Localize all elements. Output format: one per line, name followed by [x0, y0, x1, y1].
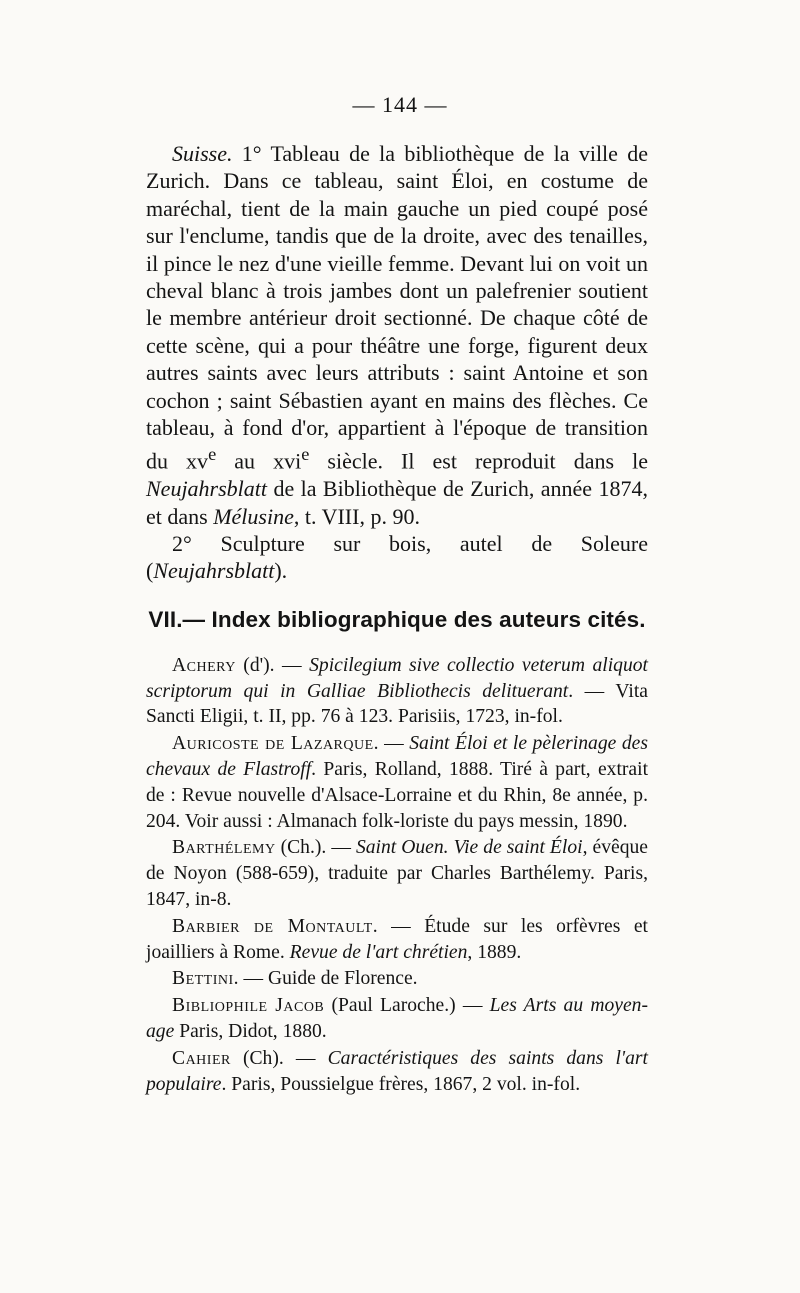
- work-title: Saint Ouen. Vie de saint Éloi: [355, 837, 583, 859]
- author-name: Bettini: [172, 968, 234, 990]
- page-number: — 144 —: [352, 92, 448, 117]
- bibliography-list: [146, 653, 648, 1098]
- author-name: Barthélemy: [172, 837, 276, 859]
- author-name: Bibliophile Jacob: [172, 995, 325, 1017]
- author-suffix: . —: [373, 733, 410, 755]
- italic-title: Neujahrsblatt: [153, 558, 275, 584]
- entry-rest: . Paris, Poussielgue frères, 1867, 2 vol. in-fol.: [221, 1073, 581, 1095]
- author-suffix: (Ch). —: [230, 1047, 328, 1069]
- work-title: Saint Éloi et le pèlerinage des chevaux de Flastroff: [146, 733, 648, 781]
- body-paragraph-2: [146, 530, 648, 585]
- author-suffix: . — Étude sur les orfèvres et joailliers à Rome.: [146, 915, 648, 963]
- text-run: ).: [274, 558, 288, 584]
- entry-rest: , évêque de Noyon (588-659), traduite par Charles Barthélemy. Paris, 1847, in-8.: [146, 837, 648, 910]
- text-run: de la Bibliothèque de Zurich, année 1874, et dans: [146, 476, 648, 529]
- superscript: e: [301, 444, 310, 465]
- author-name: Achery: [172, 654, 236, 676]
- italic-lead: Suisse.: [172, 141, 233, 166]
- italic-title: Neujahrsblatt: [146, 476, 268, 502]
- bibliography-entry: [146, 993, 648, 1045]
- bibliography-entry: [146, 914, 648, 966]
- italic-title: Mélusine: [213, 503, 294, 529]
- bibliography-entry: [146, 731, 648, 834]
- entry-rest: . — Vita Sancti Eligii, t. II, pp. 76 à 123. Parisiis, 1723, in-fol.: [146, 680, 648, 728]
- bibliography-entry: [146, 653, 648, 730]
- entry-rest: Paris, Didot, 1880.: [174, 1020, 327, 1042]
- section-heading: VII.— Index bibliographique des auteurs cités.: [148, 606, 646, 632]
- text-block: [146, 140, 648, 1098]
- work-title: Spicilegium sive collectio veterum aliquot scriptorum qui in Galliae Bibliothecis delituerant: [146, 654, 648, 702]
- entry-rest: , 1889.: [467, 941, 522, 963]
- text-run: 2° Sculpture sur bois, autel de Soleure (: [146, 531, 648, 584]
- author-suffix: (Paul Laroche.) —: [324, 995, 490, 1017]
- work-title: Caractéristiques des saints dans l'art populaire: [146, 1047, 648, 1095]
- entry-rest: . Paris, Rolland, 1888. Tiré à part, extrait de : Revue nouvelle d'Alsace-Lorraine et du Rhin, 8e année, p. 204. Voir aussi : Almanach folk-loriste du pays messin, 1890.: [146, 759, 649, 832]
- author-name: Cahier: [172, 1047, 231, 1069]
- author-name: Auricoste de Lazarque: [172, 733, 374, 755]
- work-title: Revue de l'art chrétien: [289, 941, 468, 963]
- text-run: siècle. Il est reproduit dans le: [309, 448, 648, 474]
- superscript: e: [208, 444, 217, 465]
- author-suffix: (Ch.). —: [275, 837, 356, 859]
- author-name: Barbier de Montault: [172, 915, 373, 937]
- bibliography-entry: [146, 1046, 648, 1098]
- body-paragraph-1: [146, 140, 648, 530]
- text-run: , t. VIII, p. 90.: [293, 503, 420, 529]
- work-title: Les Arts au moyen-age: [146, 995, 648, 1042]
- author-suffix: (d'). —: [235, 654, 310, 676]
- text-run: au xvi: [216, 448, 302, 474]
- bibliography-entry: [146, 966, 648, 992]
- text-run: 1° Tableau de la bibliothèque de la ville de Zurich. Dans ce tableau, saint Éloi, en costume de maréchal, tient de la main gauche un pied coupé posé sur l'enclume, tandis que de la droite, avec des tenailles, il pince le nez d'une vieille femme. Devant lui on voit un cheval blanc à trois jambes dont un palefrenier soutient le membre antérieur droit sectionné. De chaque côté de cette scène, qui a pour théâtre une forge, figurent deux autres saints avec leurs attributs : saint Antoine et son cochon ; saint Sébastien ayant en mains des flèches. Ce tableau, à fond d'or, appartient à l'époque de transition du xv: [146, 141, 648, 474]
- author-suffix: . — Guide de Florence.: [233, 968, 418, 990]
- bibliography-entry: [146, 835, 648, 912]
